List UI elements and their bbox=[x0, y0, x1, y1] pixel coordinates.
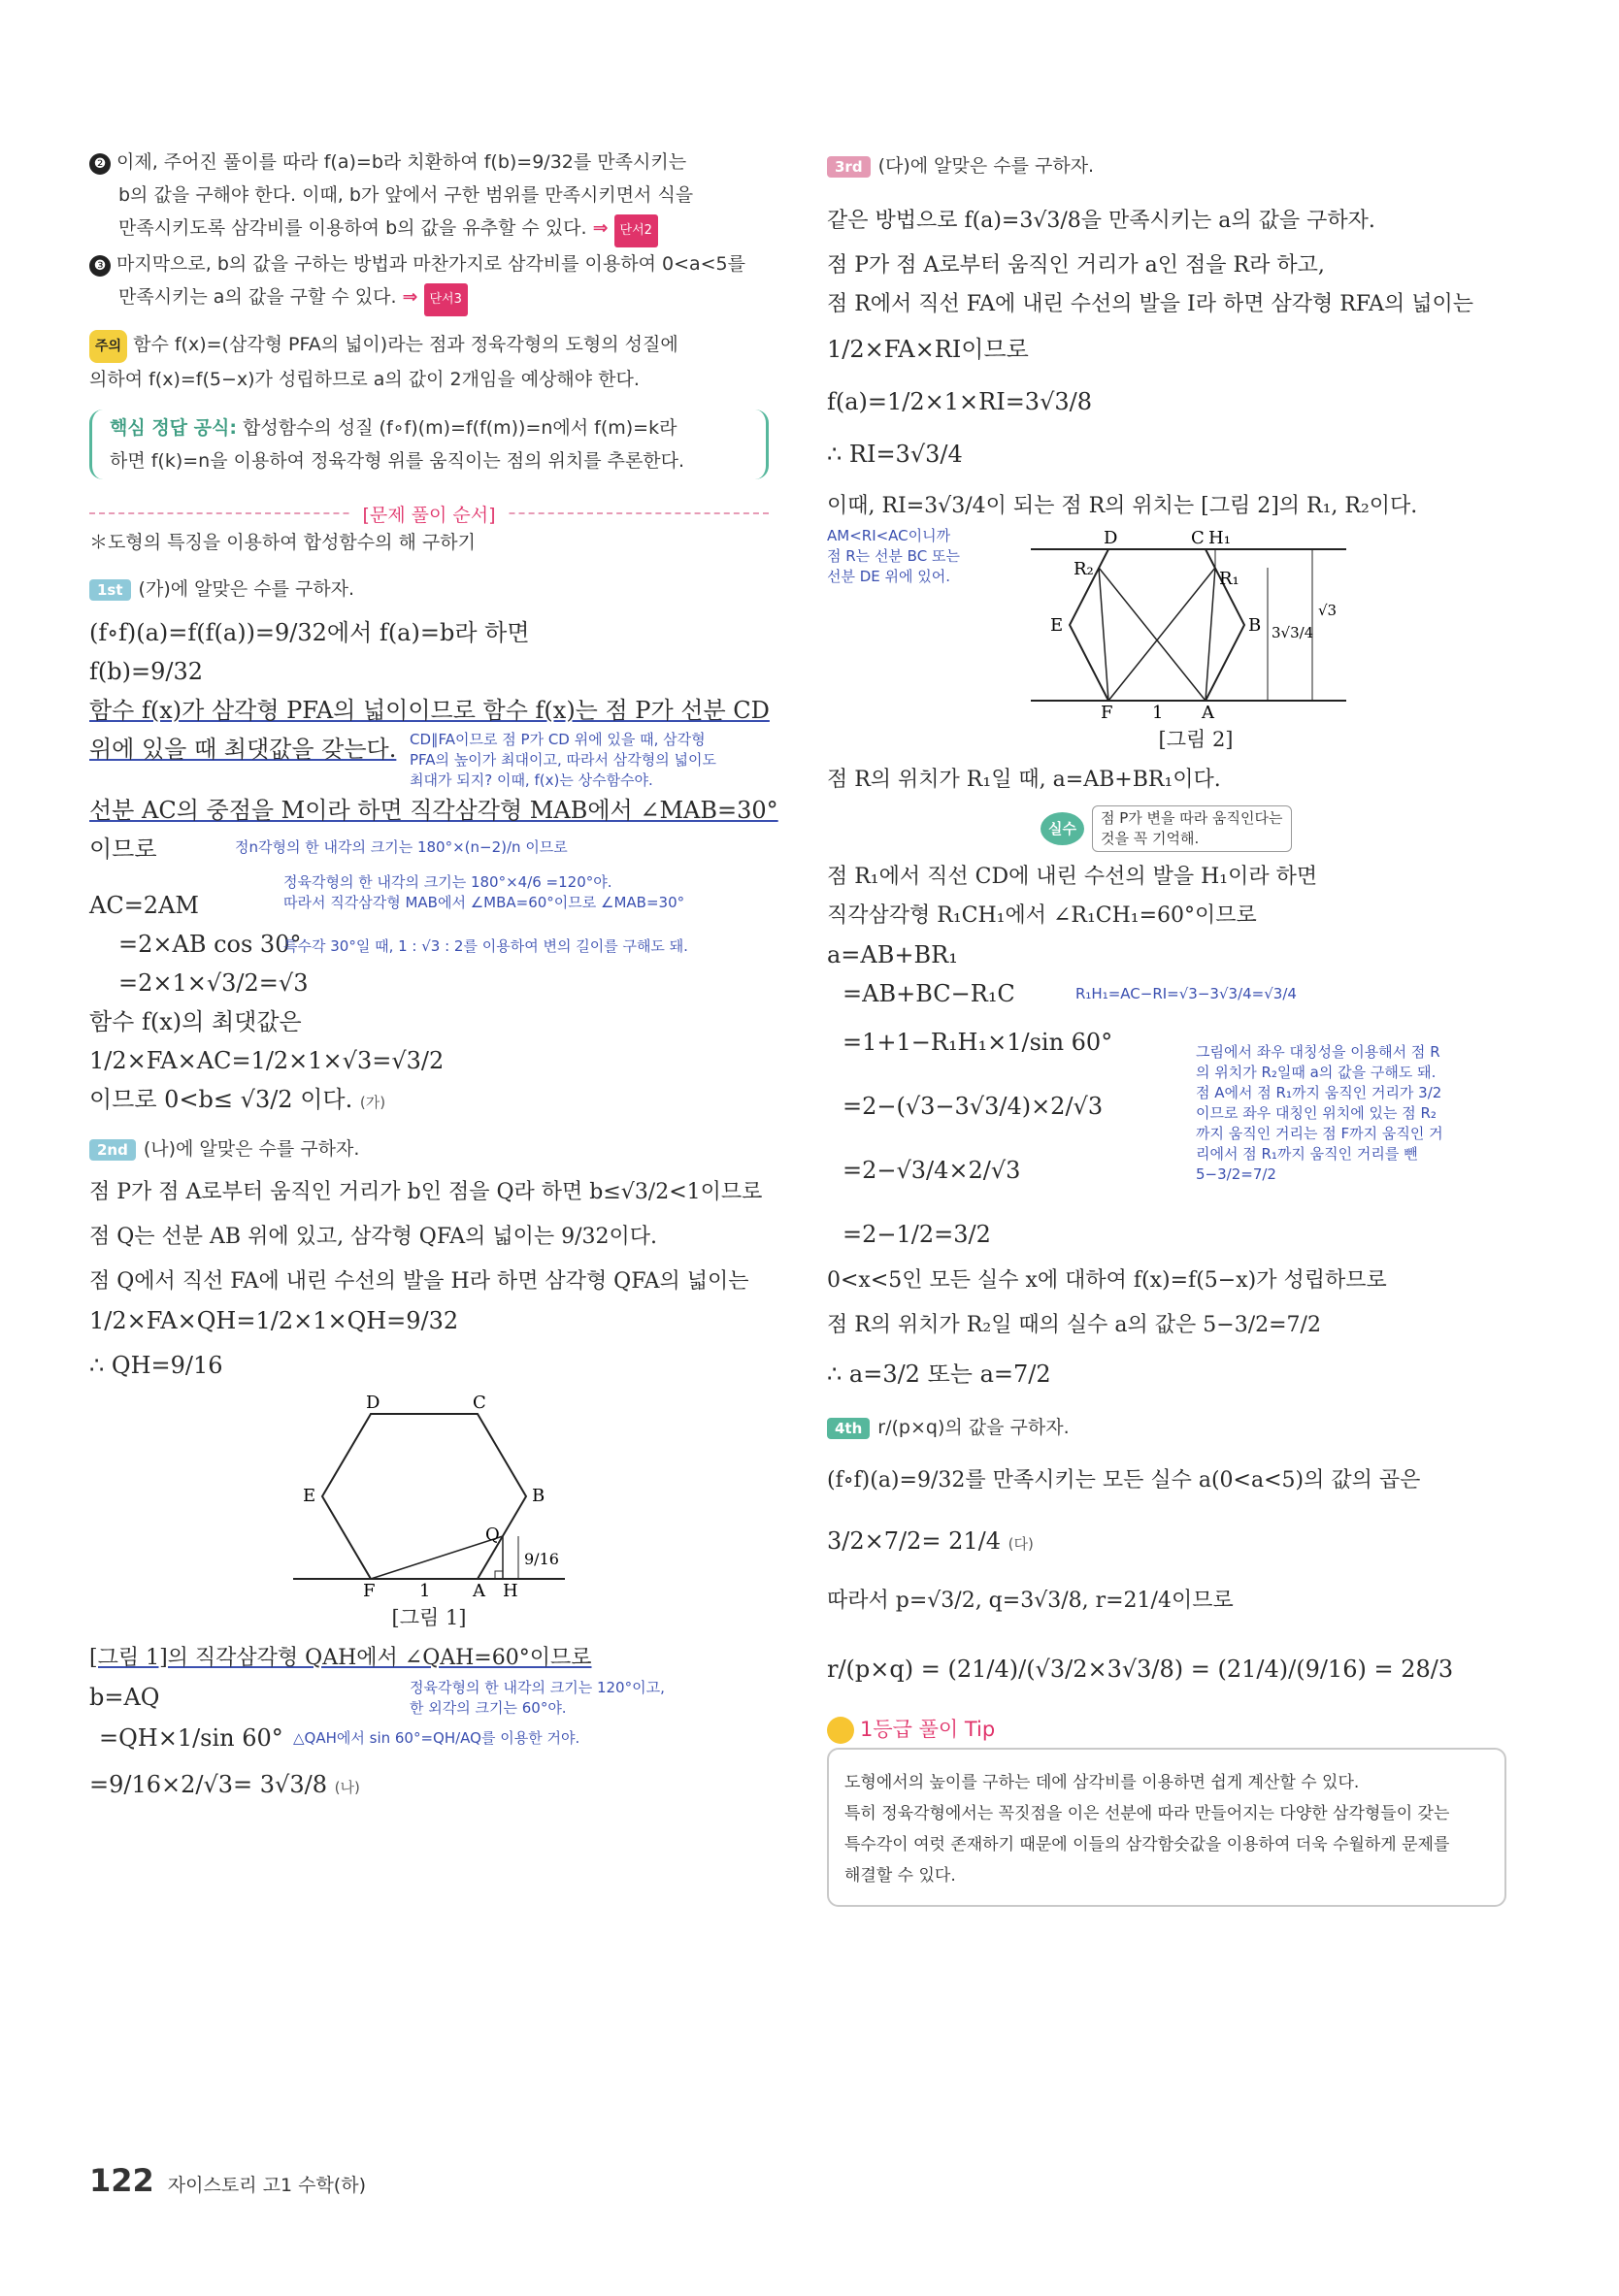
label-a: A bbox=[1202, 703, 1214, 720]
note-row bbox=[89, 730, 769, 791]
equation: =AB+BC−R₁C bbox=[843, 980, 1015, 1007]
label-f: F bbox=[1101, 703, 1113, 720]
caution-text: 의하여 f(x)=f(5−x)가 성립하므로 a의 값이 2개임을 예상해야 한다. bbox=[89, 369, 640, 390]
step-2-badge: ❷ bbox=[89, 153, 111, 175]
equation: 따라서 p=√3/2, q=3√3/8, r=21/4이므로 bbox=[827, 1589, 1234, 1613]
step-3-tag: 3rd bbox=[827, 156, 871, 178]
equation: f(b)=9/32 bbox=[89, 658, 203, 685]
right-column bbox=[827, 146, 1506, 1907]
note-text: 리에서 점 R₁까지 움직인 거리를 뺀 bbox=[1196, 1145, 1418, 1163]
note-text: 한 외각의 크기는 60°야. bbox=[410, 1699, 567, 1717]
equation: 선분 AC의 중점을 M이라 하면 직각삼각형 MAB에서 ∠MAB=30° bbox=[89, 797, 778, 824]
hint-step-2 bbox=[89, 146, 769, 179]
answer-line bbox=[89, 1765, 769, 1804]
step-title: (나)에 알맞은 수를 구하자. bbox=[143, 1138, 360, 1160]
figure-2-caption: [그림 2] bbox=[1158, 728, 1234, 751]
equation: 함수 f(x)가 삼각형 PFA의 넓이이므로 함수 f(x)는 점 P가 선분 CD bbox=[89, 697, 770, 724]
label-h: H bbox=[503, 1581, 518, 1598]
label-d: D bbox=[366, 1394, 380, 1413]
label-side-length: 1 bbox=[419, 1581, 431, 1598]
segment-ef bbox=[1070, 625, 1108, 701]
answer-mark: (나) bbox=[334, 1779, 360, 1796]
equation: 3/2×7/2= 21/4 bbox=[827, 1527, 1001, 1555]
step-title: r/(p×q)의 값을 구하자. bbox=[877, 1417, 1070, 1438]
equation: 점 Q에서 직선 FA에 내린 수선의 발을 H라 하면 삼각형 QFA의 넓이는 bbox=[89, 1269, 749, 1294]
step-4-heading bbox=[827, 1411, 1506, 1444]
note-row bbox=[89, 1678, 769, 1719]
side-note bbox=[410, 1678, 665, 1719]
step-2-heading bbox=[89, 1132, 769, 1165]
equation: 점 R₁에서 직선 CD에 내린 수선의 발을 H₁이라 하면 bbox=[827, 865, 1318, 889]
label-a: A bbox=[473, 1581, 485, 1598]
note-text: 정n각형의 한 내각의 크기는 180°×(n−2)/n 이므로 bbox=[235, 838, 568, 856]
note-text: R₁H₁=AC−RI=√3−3√3/4=√3/4 bbox=[1075, 984, 1297, 1002]
equation: AC=2AM bbox=[89, 892, 199, 919]
left-column bbox=[89, 146, 778, 1804]
hint-text: 만족시키는 a의 값을 구할 수 있다. bbox=[118, 286, 397, 308]
equation: 함수 f(x)의 최댓값은 bbox=[89, 1008, 302, 1035]
note-text: 그림에서 좌우 대칭성을 이용해서 점 R bbox=[1196, 1043, 1440, 1061]
hint-text: 마지막으로, b의 값을 구하는 방법과 마찬가지로 삼각비를 이용하여 0<a<5를 bbox=[116, 253, 745, 275]
tip-title: 1등급 풀이 Tip bbox=[860, 1718, 996, 1741]
equation: 이므로 0<b≤ √3/2 이다. bbox=[89, 1086, 353, 1113]
caution-text: 함수 f(x)=(삼각형 PFA의 넓이)라는 점과 정육각형의 도형의 성질에 bbox=[133, 334, 678, 355]
equation: =2−(√3−3√3/4)×2/√3 bbox=[843, 1093, 1104, 1120]
note-row bbox=[89, 830, 769, 869]
side-note bbox=[283, 872, 688, 957]
tip-text: 도형에서의 높이를 구하는 데에 삼각비를 이용하면 쉽게 계산할 수 있다. bbox=[844, 1773, 1360, 1792]
equation: [그림 1]의 직각삼각형 QAH에서 ∠QAH=60°이므로 bbox=[89, 1646, 592, 1670]
equation: 이므로 bbox=[89, 836, 157, 863]
bee-icon bbox=[827, 1717, 854, 1744]
hint-text: 만족시키도록 삼각비를 이용하여 b의 값을 유추할 수 있다. bbox=[118, 217, 587, 239]
equation: 점 R의 위치가 R₁일 때, a=AB+BR₁이다. bbox=[827, 768, 1221, 792]
side-note bbox=[827, 526, 1011, 587]
equation: 점 P가 점 A로부터 움직인 거리가 a인 점을 R라 하고, bbox=[827, 253, 1325, 278]
step-2-tag: 2nd bbox=[89, 1139, 136, 1161]
note-text: 까지 움직인 거리는 점 F까지 움직인 거 bbox=[1196, 1125, 1443, 1142]
equation: b=AQ bbox=[89, 1684, 160, 1711]
answer-line bbox=[827, 1522, 1506, 1560]
label-height: 9/16 bbox=[524, 1550, 559, 1568]
mistake-note bbox=[1041, 805, 1506, 852]
figure-1-hexagon bbox=[274, 1394, 584, 1598]
equation: 0<x<5인 모든 실수 x에 대하여 f(x)=f(5−x)가 성립하므로 bbox=[827, 1268, 1387, 1293]
equation: a=AB+BR₁ bbox=[827, 941, 958, 968]
step-4-tag: 4th bbox=[827, 1418, 870, 1439]
note-text: 특수각 30°일 때, 1 : √3 : 2를 이용하여 변의 길이를 구해도 돼. bbox=[283, 937, 688, 955]
equation: 같은 방법으로 f(a)=3√3/8을 만족시키는 a의 값을 구하자. bbox=[827, 209, 1375, 233]
caution-badge: 주의 bbox=[89, 330, 127, 363]
note-text: 점 A에서 점 R₁까지 움직인 거리가 3/2 bbox=[1196, 1084, 1442, 1101]
label-d: D bbox=[1104, 528, 1118, 548]
step-1-tag: 1st bbox=[89, 579, 131, 601]
equation-block bbox=[89, 869, 302, 964]
page-number: 122 bbox=[89, 2162, 154, 2199]
note-text: PFA의 높이가 최대이고, 따라서 삼각형의 넓이도 bbox=[410, 751, 716, 769]
tip-text: 특히 정육각형에서는 꼭짓점을 이은 선분에 따라 만들어지는 다양한 삼각형들이 갖는 bbox=[844, 1804, 1450, 1823]
answer-line bbox=[89, 1080, 769, 1119]
equation: f(a)=1/2×1×RI=3√3/8 bbox=[827, 388, 1092, 415]
equation: =2×1×√3/2=√3 bbox=[118, 969, 309, 997]
equation: 직각삼각형 R₁CH₁에서 ∠R₁CH₁=60°이므로 bbox=[827, 903, 1257, 928]
equation: 점 R의 위치가 R₂일 때의 실수 a의 값은 5−3/2=7/2 bbox=[827, 1313, 1321, 1337]
tip-box bbox=[827, 1748, 1506, 1907]
note-text: 5−3/2=7/2 bbox=[1196, 1165, 1276, 1183]
mistake-badge: 실수 bbox=[1041, 812, 1084, 845]
arrow-right-icon: ⇒ bbox=[402, 286, 418, 308]
label-c: C bbox=[1191, 528, 1205, 548]
page-footer bbox=[89, 2162, 366, 2199]
note-row bbox=[827, 1013, 1506, 1254]
segment-fq bbox=[371, 1536, 503, 1579]
hint-text: 이제, 주어진 풀이를 따라 f(a)=b라 치환하여 f(b)=9/32를 만족시키는 bbox=[116, 151, 687, 173]
side-note bbox=[1196, 1042, 1443, 1185]
label-h1: H₁ bbox=[1208, 528, 1231, 548]
arrow-right-icon: ⇒ bbox=[592, 217, 609, 239]
equation: =QH×1/sin 60° bbox=[99, 1724, 283, 1752]
note-row bbox=[827, 974, 1506, 1013]
label-c: C bbox=[473, 1394, 486, 1413]
label-b: B bbox=[1248, 615, 1262, 636]
equation: 1/2×FA×AC=1/2×1×√3=√3/2 bbox=[89, 1047, 445, 1074]
segment-fr2 bbox=[1099, 568, 1108, 701]
hexagon-shape bbox=[322, 1414, 526, 1579]
core-formula-text: 하면 f(k)=n을 이용하여 정육각형 위를 움직이는 점의 위치를 추론한다. bbox=[110, 450, 685, 472]
label-e: E bbox=[1050, 615, 1064, 636]
equation: 점 P가 점 A로부터 움직인 거리가 b인 점을 Q라 하면 b≤√3/2<1이므로 bbox=[89, 1180, 763, 1204]
equation: =2−√3/4×2/√3 bbox=[843, 1157, 1021, 1184]
step-3-badge: ❸ bbox=[89, 255, 111, 277]
solution-order-subtitle: ＊도형의 특징을 이용하여 합성함수의 해 구하기 bbox=[89, 532, 476, 553]
note-text: 이므로 좌우 대칭인 위치에 있는 점 R₂ bbox=[1196, 1104, 1437, 1122]
note-row bbox=[89, 869, 769, 964]
step-title: (가)에 알맞은 수를 구하자. bbox=[138, 578, 355, 600]
equation: =9/16×2/√3= 3√3/8 bbox=[89, 1771, 327, 1798]
note-text: △QAH에서 sin 60°=QH/AQ를 이용한 거야. bbox=[293, 1728, 580, 1747]
equation: =2×AB cos 30° bbox=[118, 931, 302, 958]
label-f: F bbox=[363, 1581, 376, 1598]
note-text: 선분 DE 위에 있어. bbox=[827, 568, 951, 585]
core-formula-heading: 핵심 정답 공식: bbox=[110, 417, 237, 439]
equation: 점 R에서 직선 FA에 내린 수선의 발을 I라 하면 삼각형 RFA의 넓이는 bbox=[827, 292, 1474, 316]
equation: 1/2×FA×RI이므로 bbox=[827, 336, 1029, 363]
equation-block bbox=[827, 1013, 1196, 1254]
answer-mark: (가) bbox=[359, 1094, 386, 1111]
note-text: 따라서 직각삼각형 MAB에서 ∠MBA=60°이므로 ∠MAB=30° bbox=[283, 894, 685, 911]
solution-order-title: [문제 풀이 순서] bbox=[350, 505, 507, 526]
segment-ar2 bbox=[1099, 568, 1206, 701]
note-text: CD∥FA이므로 점 P가 CD 위에 있을 때, 삼각형 bbox=[410, 731, 706, 748]
label-r1: R₁ bbox=[1219, 569, 1239, 589]
mistake-bubble bbox=[1092, 805, 1292, 852]
figure-1-caption: [그림 1] bbox=[391, 1606, 467, 1629]
equation: (f∘f)(a)=f(f(a))=9/32에서 f(a)=b라 하면 bbox=[89, 619, 530, 646]
equation: 위에 있을 때 최댓값을 갖는다. bbox=[89, 736, 397, 763]
equation: (f∘f)(a)=9/32를 만족시키는 모든 실수 a(0<a<5)의 값의 곱은 bbox=[827, 1468, 1421, 1492]
figure-2-hexagon bbox=[1011, 526, 1361, 720]
hexagon-shape bbox=[1070, 549, 1244, 701]
note-text: 정육각형의 한 내각의 크기는 180°×4/6 =120°야. bbox=[283, 873, 612, 891]
equation: ∴ RI=3√3/4 bbox=[827, 441, 963, 468]
note-text: 최대가 되지? 이때, f(x)는 상수함수야. bbox=[410, 771, 653, 789]
hint-step-3 bbox=[89, 247, 769, 280]
equation: 1/2×FA×QH=1/2×1×QH=9/32 bbox=[89, 1307, 459, 1334]
equation: 점 Q는 선분 AB 위에 있고, 삼각형 QFA의 넓이는 9/32이다. bbox=[89, 1225, 657, 1249]
equation: ∴ a=3/2 또는 a=7/2 bbox=[827, 1361, 1051, 1388]
segment-ar1 bbox=[1206, 568, 1215, 701]
label-q: Q bbox=[485, 1525, 500, 1545]
label-height-1: 3√3/4 bbox=[1272, 624, 1314, 641]
note-text: 정육각형의 한 내각의 크기는 120°이고, bbox=[410, 1679, 665, 1696]
note-text: 점 R는 선분 BC 또는 bbox=[827, 547, 960, 565]
tip-heading bbox=[827, 1714, 1506, 1744]
tip-text: 특수각이 여럿 존재하기 때문에 이들의 삼각함숫값을 이용하여 더욱 수월하게 문제를 bbox=[844, 1835, 1450, 1854]
tip-text: 해결할 수 있다. bbox=[844, 1866, 956, 1886]
label-r2: R₂ bbox=[1074, 559, 1094, 579]
step-1-heading bbox=[89, 573, 769, 606]
answer-mark: (다) bbox=[1008, 1535, 1034, 1553]
core-formula-text: 합성함수의 성질 (f∘f)(m)=f(f(m))=n에서 f(m)=k라 bbox=[243, 417, 677, 439]
equation: ∴ QH=9/16 bbox=[89, 1352, 223, 1379]
label-e: E bbox=[303, 1486, 316, 1506]
right-angle-mark bbox=[495, 1571, 503, 1579]
equation: r/(p×q) = (21/4)/(√3/2×3√3/8) = (21/4)/(9/16) = 28/3 bbox=[827, 1656, 1454, 1683]
hint-line bbox=[89, 212, 769, 247]
figure-2-row bbox=[827, 526, 1506, 720]
note-text: 의 위치가 R₂일때 a의 값을 구해도 돼. bbox=[1196, 1064, 1437, 1081]
segment-fr1 bbox=[1108, 568, 1215, 701]
side-note bbox=[410, 730, 716, 791]
equation: =1+1−R₁H₁×1/sin 60° bbox=[843, 1029, 1113, 1056]
book-title: 자이스토리 고1 수학(하) bbox=[167, 2175, 366, 2196]
note-row bbox=[89, 1719, 769, 1757]
hint-text: b의 값을 구해야 한다. 이때, b가 앞에서 구한 범위를 만족시키면서 식을 bbox=[118, 184, 694, 206]
note-text: 것을 꼭 기억해. bbox=[1100, 830, 1200, 847]
solution-order-divider bbox=[89, 505, 769, 526]
clue-badge: 단서3 bbox=[424, 283, 468, 316]
equation: =2−1/2=3/2 bbox=[843, 1221, 991, 1248]
note-text: AM<RI<AC이니까 bbox=[827, 527, 951, 544]
clue-badge: 단서2 bbox=[614, 214, 658, 247]
caution-note bbox=[89, 328, 769, 363]
label-side-length: 1 bbox=[1152, 703, 1164, 720]
core-formula-box bbox=[89, 410, 769, 479]
note-text: 점 P가 변을 따라 움직인다는 bbox=[1100, 809, 1283, 827]
step-title: (다)에 알맞은 수를 구하자. bbox=[877, 155, 1095, 177]
hint-line bbox=[89, 280, 769, 316]
label-b: B bbox=[532, 1486, 545, 1506]
step-3-heading bbox=[827, 149, 1506, 182]
equation: 이때, RI=3√3/4이 되는 점 R의 위치는 [그림 2]의 R₁, R₂이다. bbox=[827, 494, 1418, 518]
label-height-2: √3 bbox=[1318, 602, 1338, 619]
